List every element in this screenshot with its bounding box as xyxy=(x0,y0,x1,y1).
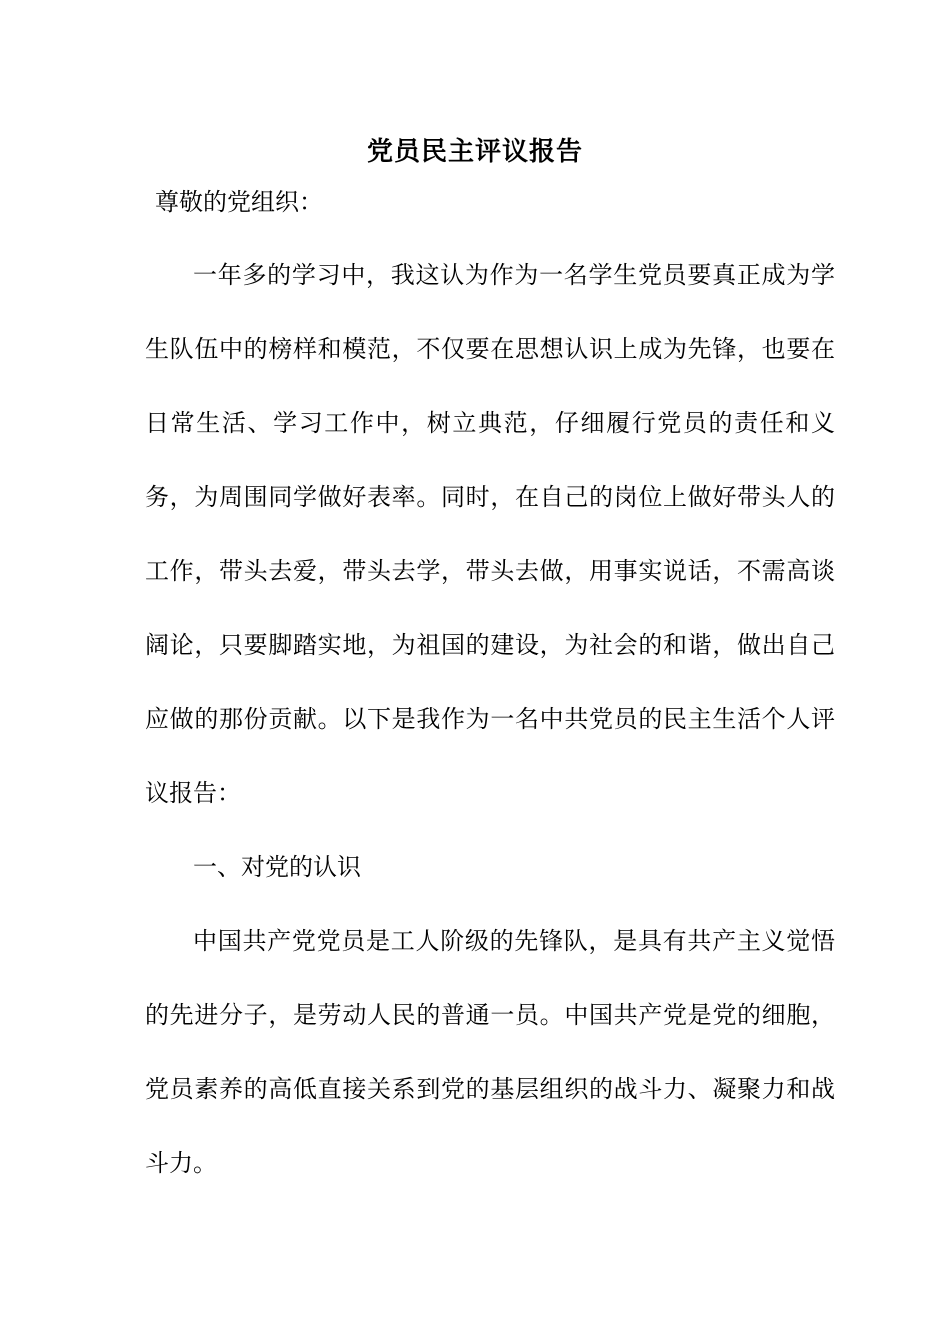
section-heading-1: 一、对党的认识 xyxy=(193,853,361,881)
paragraph-2: 中国共产党党员是工人阶级的先锋队，是具有共产主义觉悟的先进分子，是劳动人民的普通一员。中国共产党是党的细胞，党员素养的高低直接关系到党的基层组织的战斗力、凝聚力和战斗力。 xyxy=(145,927,835,1177)
document-title: 党员民主评议报告 xyxy=(366,137,583,167)
paragraph-1: 一年多的学习中，我这认为作为一名学生党员要真正成为学生队伍中的榜样和模范，不仅要在思想认识上成为先锋，也要在日常生活、学习工作中，树立典范，仔细履行党员的责任和义务，为周围同学做好表率。同时，在自己的岗位上做好带头人的工作，带头去爱，带头去学，带头去做，用事实说话，不需高谈阔论，只要脚踏实地，为祖国的建设，为社会的和谐，做出自己应做的那份贡献。以下是我作为一名中共党员的民主生活个人评议报告： xyxy=(145,261,835,807)
salutation: 尊敬的党组织： xyxy=(155,188,323,216)
